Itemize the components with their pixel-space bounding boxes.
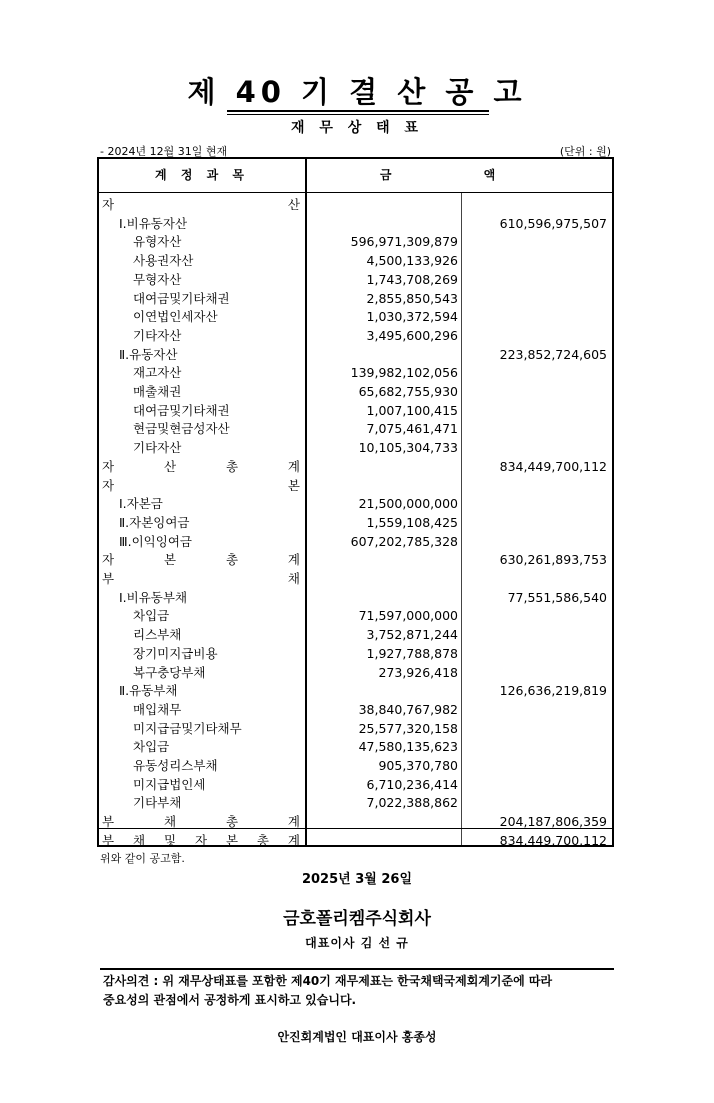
table-row bbox=[99, 831, 612, 850]
account-label: Ⅰ.자본금 bbox=[119, 496, 163, 512]
detail-amount: 4,500,133,926 bbox=[366, 253, 458, 269]
total-amount: 126,636,219,819 bbox=[499, 683, 607, 699]
account-label: 차입금 bbox=[133, 739, 170, 755]
detail-amount: 65,682,755,930 bbox=[358, 384, 458, 399]
unit-note: (단위 : 원) bbox=[559, 145, 611, 158]
account-label: 복구충당부채 bbox=[133, 664, 206, 680]
detail-amount: 25,577,320,158 bbox=[358, 720, 458, 736]
account-label: Ⅱ.자본잉여금 bbox=[119, 514, 190, 530]
account-label-char: 채 bbox=[132, 832, 146, 848]
account-label bbox=[102, 831, 300, 850]
account-label bbox=[102, 812, 300, 831]
table-row bbox=[99, 812, 612, 831]
table-row bbox=[99, 513, 612, 532]
table-row bbox=[99, 289, 612, 308]
table-row bbox=[99, 419, 612, 438]
account-label: 사용권자산 bbox=[133, 253, 194, 269]
account-label-char: 총 bbox=[256, 832, 269, 848]
table-row bbox=[99, 588, 612, 607]
account-label-char: 산 bbox=[287, 197, 300, 212]
account-label: Ⅱ.유동자산 bbox=[119, 346, 178, 362]
table-row bbox=[99, 663, 612, 682]
total-amount: 834,449,700,112 bbox=[499, 832, 607, 848]
title-underline bbox=[227, 110, 489, 112]
account-label-char: 계 bbox=[287, 552, 300, 568]
total-amount: 630,261,893,753 bbox=[499, 552, 607, 568]
account-label-char: 본 bbox=[287, 477, 300, 493]
account-label: 이연법인세자산 bbox=[133, 309, 218, 325]
table-row bbox=[99, 775, 612, 794]
account-label-char: 자 bbox=[102, 458, 115, 474]
account-label: Ⅱ.유동부채 bbox=[119, 683, 178, 699]
balance-sheet-table bbox=[97, 157, 614, 847]
total-amount: 834,449,700,112 bbox=[499, 458, 607, 474]
account-label-char: 부 bbox=[102, 814, 115, 830]
account-label bbox=[102, 457, 300, 476]
detail-amount: 905,370,780 bbox=[378, 758, 458, 773]
account-label-char: 부 bbox=[102, 832, 115, 848]
account-label bbox=[102, 476, 300, 495]
as-of-date: - 2024년 12월 31일 현재 bbox=[100, 145, 228, 158]
detail-amount: 10,105,304,733 bbox=[358, 440, 458, 456]
table-row bbox=[99, 232, 612, 251]
table-row bbox=[99, 644, 612, 663]
detail-amount: 7,075,461,471 bbox=[366, 421, 458, 437]
account-label: 미지급금및기타채무 bbox=[133, 720, 242, 736]
account-label-char: 산 bbox=[163, 458, 177, 474]
account-label bbox=[102, 550, 300, 569]
table-row bbox=[99, 550, 612, 569]
detail-amount: 1,030,372,594 bbox=[366, 309, 458, 325]
account-label: 매출채권 bbox=[133, 384, 182, 399]
table-row bbox=[99, 625, 612, 644]
account-label: 현금및현금성자산 bbox=[133, 421, 230, 437]
detail-amount: 38,840,767,982 bbox=[358, 701, 458, 717]
account-label: Ⅲ.이익잉여금 bbox=[119, 533, 192, 549]
detail-amount: 6,710,236,414 bbox=[366, 776, 458, 792]
table-row bbox=[99, 270, 612, 289]
header-divider bbox=[99, 192, 612, 193]
detail-amount: 139,982,102,056 bbox=[350, 365, 458, 381]
account-label: 차입금 bbox=[133, 608, 170, 624]
total-amount: 223,852,724,605 bbox=[499, 346, 607, 362]
detail-amount: 47,580,135,623 bbox=[358, 739, 458, 755]
table-row bbox=[99, 700, 612, 719]
detail-amount: 71,597,000,000 bbox=[358, 608, 458, 624]
account-label: 매입채무 bbox=[133, 701, 182, 717]
detail-amount: 21,500,000,000 bbox=[358, 496, 458, 512]
account-label-char: 본 bbox=[163, 552, 177, 568]
company-name: 금호폴리켐주식회사 bbox=[283, 909, 431, 929]
total-amount: 204,187,806,359 bbox=[499, 814, 607, 830]
detail-amount: 607,202,785,328 bbox=[350, 533, 458, 549]
account-label: 기타자산 bbox=[133, 440, 182, 456]
detail-amount: 3,752,871,244 bbox=[366, 627, 458, 643]
table-row bbox=[99, 307, 612, 326]
table-row bbox=[99, 401, 612, 420]
account-label-char: 채 bbox=[163, 814, 177, 830]
detail-amount: 1,927,788,878 bbox=[366, 645, 458, 661]
detail-amount: 3,495,600,296 bbox=[366, 327, 458, 343]
account-label-char: 부 bbox=[102, 571, 115, 586]
account-label: 장기미지급비용 bbox=[133, 645, 218, 661]
account-label-char: 계 bbox=[287, 458, 300, 474]
table-row bbox=[99, 326, 612, 345]
closing-note: 위와 같이 공고함. bbox=[100, 852, 185, 865]
audit-divider bbox=[100, 968, 614, 970]
detail-amount: 2,855,850,543 bbox=[366, 290, 458, 306]
account-label: 대여금및기타채권 bbox=[133, 290, 230, 306]
account-label: 기타부채 bbox=[133, 795, 182, 811]
auditor-name: 안진회계법인 대표이사 홍종성 bbox=[277, 1030, 437, 1044]
audit-opinion-line1: 감사의견 : 위 재무상태표를 포함한 제40기 재무제표는 한국채택국제회계기준에 따라 bbox=[103, 974, 553, 988]
table-row bbox=[99, 214, 612, 233]
total-amount: 610,596,975,507 bbox=[499, 215, 607, 231]
table-row bbox=[99, 476, 612, 495]
table-row bbox=[99, 569, 612, 588]
account-label: 대여금및기타채권 bbox=[133, 402, 230, 418]
table-row bbox=[99, 793, 612, 812]
account-label-char: 총 bbox=[225, 458, 239, 474]
header-account: 계 정 과 목 bbox=[155, 168, 249, 182]
audit-opinion-line2: 중요성의 관점에서 공정하게 표시하고 있습니다. bbox=[103, 993, 357, 1007]
account-label: Ⅰ.비유동부채 bbox=[119, 589, 188, 605]
detail-amount: 1,559,108,425 bbox=[366, 514, 458, 530]
account-label-char: 총 bbox=[225, 814, 239, 830]
account-label: 재고자산 bbox=[133, 365, 182, 381]
account-label-char: 채 bbox=[287, 571, 300, 586]
table-row bbox=[99, 494, 612, 513]
table-row bbox=[99, 756, 612, 775]
table-row bbox=[99, 532, 612, 551]
account-label-char: 총 bbox=[225, 552, 239, 568]
table-row bbox=[99, 737, 612, 756]
account-label: 유형자산 bbox=[133, 234, 182, 250]
account-label-char: 자 bbox=[102, 552, 115, 568]
account-label-char: 계 bbox=[287, 814, 300, 830]
total-amount: 77,551,586,540 bbox=[507, 589, 607, 605]
account-label-char: 자 bbox=[102, 477, 115, 493]
account-label-char: 및 bbox=[163, 832, 177, 848]
account-label-char: 자 bbox=[102, 197, 115, 212]
table-row bbox=[99, 251, 612, 270]
ceo-name: 대표이사 김 선 규 bbox=[305, 936, 409, 950]
table-row bbox=[99, 681, 612, 700]
account-label: Ⅰ.비유동자산 bbox=[119, 215, 188, 231]
document-title: 제 40 기 결 산 공 고 bbox=[187, 75, 527, 109]
table-row bbox=[99, 195, 612, 214]
table-row bbox=[99, 438, 612, 457]
table-row bbox=[99, 345, 612, 364]
account-label: 리스부채 bbox=[133, 627, 182, 643]
account-label: 무형자산 bbox=[133, 271, 182, 287]
header-amount: 금 액 bbox=[379, 168, 540, 182]
detail-amount: 1,007,100,415 bbox=[366, 402, 458, 418]
table-row bbox=[99, 363, 612, 382]
account-label: 유동성리스부채 bbox=[133, 758, 218, 773]
account-label: 미지급법인세 bbox=[133, 776, 206, 792]
detail-amount: 596,971,309,879 bbox=[350, 234, 458, 250]
account-label: 기타자산 bbox=[133, 327, 182, 343]
table-row bbox=[99, 382, 612, 401]
account-label-char: 자 bbox=[194, 832, 208, 848]
account-label bbox=[102, 195, 300, 214]
account-label-char: 계 bbox=[287, 832, 300, 848]
detail-amount: 7,022,388,862 bbox=[366, 795, 458, 811]
table-row bbox=[99, 606, 612, 625]
statement-title: 재 무 상 태 표 bbox=[290, 120, 424, 136]
table-row bbox=[99, 719, 612, 738]
detail-amount: 273,926,418 bbox=[378, 664, 458, 680]
announcement-date: 2025년 3월 26일 bbox=[301, 872, 413, 887]
detail-amount: 1,743,708,269 bbox=[366, 271, 458, 287]
account-label-char: 본 bbox=[225, 832, 239, 848]
account-label bbox=[102, 569, 300, 588]
table-row bbox=[99, 457, 612, 476]
title-underline-thin bbox=[227, 114, 489, 115]
